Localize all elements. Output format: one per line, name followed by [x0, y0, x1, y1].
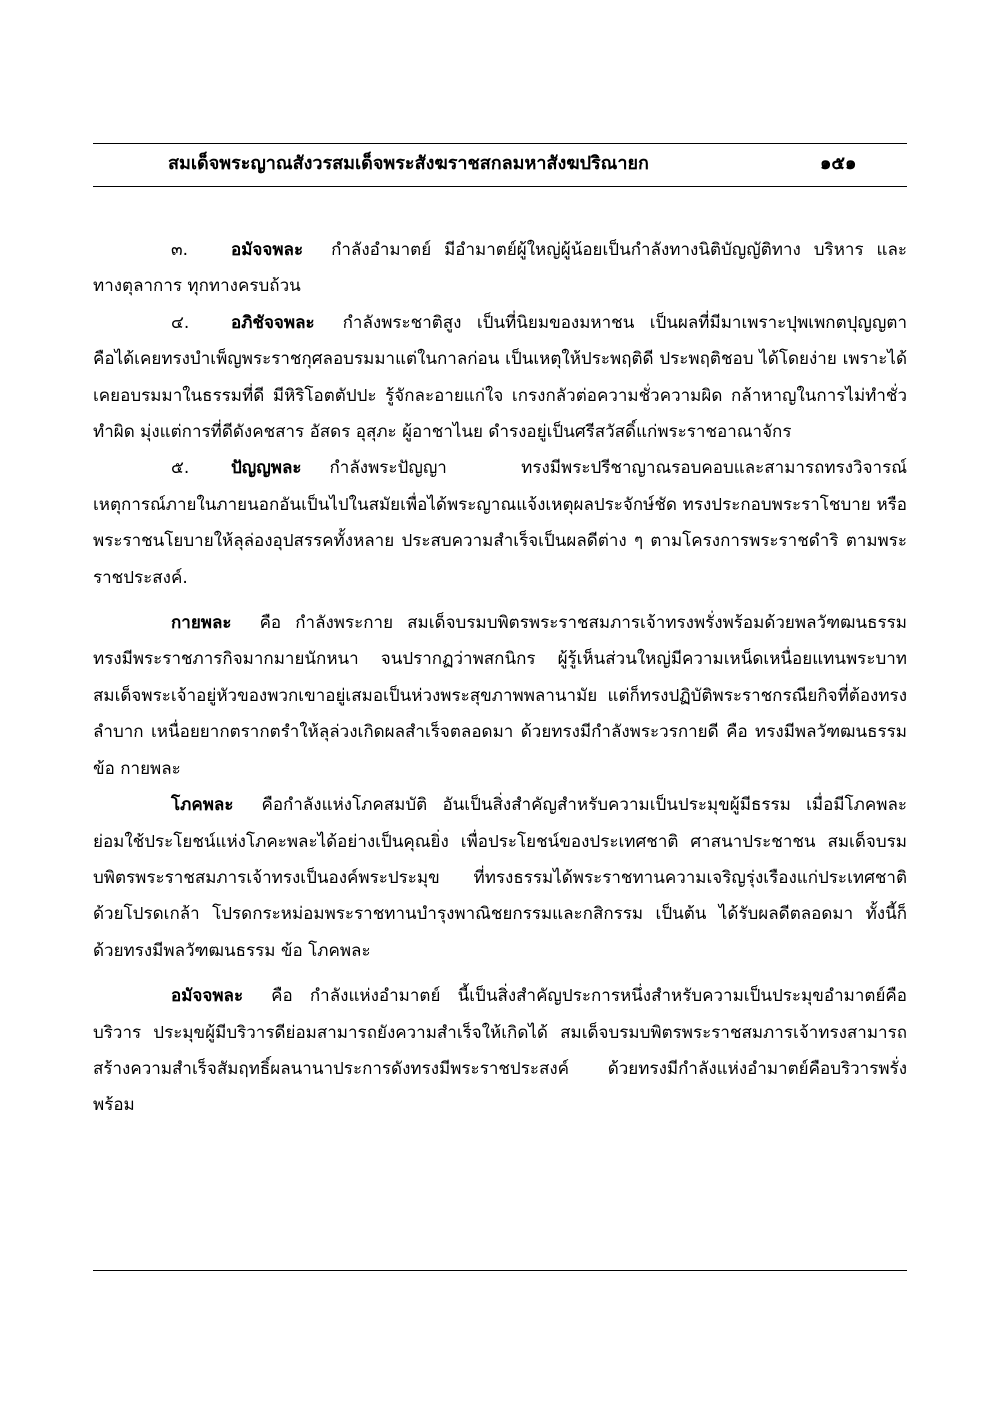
item-number: ๔. — [171, 312, 190, 333]
paragraph-amacca-bala-3 — [93, 232, 907, 305]
body-text — [93, 232, 907, 1124]
header-top-rule — [93, 143, 907, 144]
item-number: ๕. — [171, 458, 190, 479]
term-heading: ปัญญพละ — [231, 458, 302, 479]
term-heading: อมัจจพละ — [231, 240, 304, 260]
item-number: ๓. — [171, 240, 189, 260]
paragraph-text: คือ กำลังแห่งอำมาตย์ นี้เป็นสิ่งสำคัญประการหนึ่งสำหรับความเป็นประมุขอำมาตย์คือบริวาร ประมุขผู้มีบริวารดีย่อมสามารถยังความสำเร็จให้เกิดได้ สมเด็จบรมบพิตรพระราชสมภารเจ้าทรงสามารถสร้างความสำเร็จสัมฤทธิ์ผลนานาประการดังทรงมีพระราชประสงค์ ด้วยทรงมีกำลังแห่งอำมาตย์คือบริวารพรั่งพร้อม — [93, 986, 907, 1116]
term-heading: อมัจจพละ — [171, 986, 244, 1007]
paragraph-abhijacca-bala — [93, 305, 907, 451]
running-header-title: สมเด็จพระญาณสังวรสมเด็จพระสังฆราชสกลมหาสังฆปริณายก — [168, 153, 649, 174]
term-heading: อภิชัจจพละ — [231, 312, 315, 333]
paragraph-text: คือกำลังแห่งโภคสมบัติ อันเป็นสิ่งสำคัญสำหรับความเป็นประมุขผู้มีธรรม เมื่อมีโภคพละ ย่อมใช้ประโยชน์แห่งโภคะพละได้อย่างเป็นคุณยิ่ง เพื่อประโยชน์ของประเทศชาติ ศาสนาประชาชน สมเด็จบรมบพิตรพระราชสมภารเจ้าทรงเป็นองค์พระประมุข ที่ทรงธรรมได้พระราชทานความเจริญรุ่งเรืองแก่ประเทศชาติด้วยโปรดเกล้า โปรดกระหม่อมพระราชทานบำรุงพาณิชยกรรมและกสิกรรม เป็นต้น ได้รับผลดีตลอดมา ทั้งนี้ก็ด้วยทรงมีพลวัฑฒนธรรม ข้อ โภคพละ — [93, 795, 907, 961]
page-number: ๑๕๑ — [820, 153, 857, 174]
paragraph-panna-bala — [93, 450, 907, 596]
footer-rule — [93, 1270, 907, 1271]
paragraph-text: กำลังอำมาตย์ มีอำมาตย์ผู้ใหญ่ผู้น้อยเป็นกำลังทางนิติบัญญัติทาง บริหาร และทางตุลาการ ทุกทางครบถ้วน — [93, 240, 907, 297]
paragraph-bhoga-bala — [93, 787, 907, 969]
paragraph-kaya-bala — [93, 605, 907, 787]
paragraph-text: กำลังพระชาติสูง เป็นที่นิยมของมหาชน เป็นผลที่มีมาเพราะปุพเพกตปุญญตา คือได้เคยทรงบำเพ็ญพระราชกุศลอบรมมาแต่ในกาลก่อน เป็นเหตุให้ประพฤติดี ประพฤติชอบ ได้โดยง่าย เพราะได้เคยอบรมมาในธรรมที่ดี มีหิริโอตตัปปะ รู้จักละอายแก่ใจ เกรงกลัวต่อความชั่วความผิด กล้าหาญในการไม่ทำชั่วทำผิด มุ่งแต่การที่ดีดังคชสาร อัสดร อุสุภะ ผู้อาชาไนย ดำรงอยู่เป็นศรีสวัสดิ์แก่พระราชอาณาจักร — [93, 312, 907, 443]
paragraph-text: คือ กำลังพระกาย สมเด็จบรมบพิตรพระราชสมภารเจ้าทรงพรั่งพร้อมด้วยพลวัฑฒนธรรม ทรงมีพระราชภารกิจมากมายนักหนา จนปรากฏว่าพสกนิกร ผู้รู้เห็นส่วนใหญ่มีความเหน็ดเหนื่อยแทนพระบาทสมเด็จพระเจ้าอยู่หัวของพวกเขาอยู่เสมอเป็นห่วงพระสุขภาพพลานามัย แต่ก็ทรงปฏิบัติพระราชกรณียกิจที่ต้องทรงลำบาก เหนื่อยยากตรากตรำให้ลุล่วงเกิดผลสำเร็จตลอดมา ด้วยทรงมีกำลังพระวรกายดี คือ ทรงมีพลวัฑฒนธรรม ข้อ กายพละ — [93, 613, 907, 779]
paragraph-text: กำลังพระปัญญา ทรงมีพระปรีชาญาณรอบคอบและสามารถทรงวิจารณ์เหตุการณ์ภายในภายนอกอันเป็นไปในสมัยเพื่อได้พระญาณแจ้งเหตุผลประจักษ์ชัด ทรงประกอบพระราโชบาย หรือพระราชนโยบายให้ลุล่องอุปสรรคทั้งหลาย ประสบความสำเร็จเป็นผลดีต่าง ๆ ตามโครงการพระราชดำริ ตามพระราชประสงค์. — [93, 458, 907, 588]
term-heading: กายพละ — [171, 613, 232, 634]
header-bottom-rule — [93, 186, 907, 187]
term-heading: โภคพละ — [171, 795, 234, 816]
paragraph-amacca-bala — [93, 978, 907, 1124]
